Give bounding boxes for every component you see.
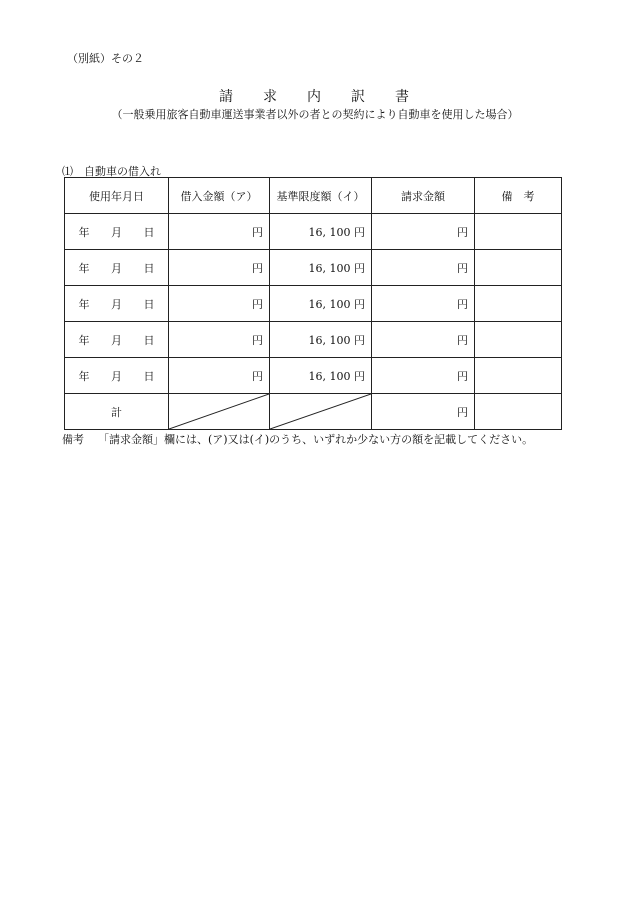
footnote-text: 「請求金額」欄には、(ア)又は(イ)のうち、いずれか少ない方の額を記載してください。 bbox=[98, 433, 534, 446]
cell-remarks[interactable] bbox=[475, 214, 562, 250]
cell-claim-amount[interactable]: 円 bbox=[372, 358, 475, 394]
cell-limit-amount: 16, 100 円 bbox=[270, 322, 372, 358]
diagonal-line bbox=[169, 394, 269, 429]
cell-claim-amount[interactable]: 円 bbox=[372, 322, 475, 358]
title-char: 内 bbox=[307, 89, 323, 105]
title-char: 訳 bbox=[351, 89, 367, 105]
cell-limit-amount: 16, 100 円 bbox=[270, 250, 372, 286]
cell-remarks[interactable] bbox=[475, 286, 562, 322]
title-char: 書 bbox=[395, 89, 411, 105]
table-total-row bbox=[65, 394, 562, 430]
table-row bbox=[65, 322, 562, 358]
diagonal-blank-cell bbox=[169, 394, 270, 430]
cell-borrow-amount[interactable]: 円 bbox=[169, 214, 270, 250]
footnote bbox=[62, 431, 533, 447]
cell-remarks[interactable] bbox=[475, 358, 562, 394]
table-row bbox=[65, 250, 562, 286]
cell-limit-amount: 16, 100 円 bbox=[270, 214, 372, 250]
table-row bbox=[65, 214, 562, 250]
document-title bbox=[0, 86, 630, 106]
cell-usage-date[interactable]: 年 月 日 bbox=[65, 286, 169, 322]
title-char: 求 bbox=[263, 89, 279, 105]
diagonal-line bbox=[270, 394, 371, 429]
title-char: 請 bbox=[219, 89, 235, 105]
cell-borrow-amount[interactable]: 円 bbox=[169, 250, 270, 286]
table-row bbox=[65, 358, 562, 394]
breakdown-table bbox=[64, 177, 562, 430]
table-header-row bbox=[65, 178, 562, 214]
cell-borrow-amount[interactable]: 円 bbox=[169, 286, 270, 322]
section-heading: ⑴ 自動車の借入れ bbox=[62, 165, 161, 178]
document-subtitle: （一般乗用旅客自動車運送事業者以外の者との契約により自動車を使用した場合） bbox=[111, 108, 519, 121]
header-usage-date: 使用年月日 bbox=[65, 178, 169, 214]
cell-borrow-amount[interactable]: 円 bbox=[169, 358, 270, 394]
cell-limit-amount: 16, 100 円 bbox=[270, 286, 372, 322]
table-row bbox=[65, 286, 562, 322]
cell-limit-amount: 16, 100 円 bbox=[270, 358, 372, 394]
cell-usage-date[interactable]: 年 月 日 bbox=[65, 322, 169, 358]
cell-remarks[interactable] bbox=[475, 250, 562, 286]
header-limit-amount: 基準限度額（イ） bbox=[270, 178, 372, 214]
total-claim-amount[interactable]: 円 bbox=[372, 394, 475, 430]
diagonal-blank-cell bbox=[270, 394, 372, 430]
cell-usage-date[interactable]: 年 月 日 bbox=[65, 358, 169, 394]
header-remarks: 備 考 bbox=[475, 178, 562, 214]
attachment-label: （別紙）その２ bbox=[67, 52, 144, 65]
total-label: 計 bbox=[65, 394, 169, 430]
header-claim-amount: 請求金額 bbox=[372, 178, 475, 214]
cell-remarks[interactable] bbox=[475, 322, 562, 358]
cell-borrow-amount[interactable]: 円 bbox=[169, 322, 270, 358]
cell-claim-amount[interactable]: 円 bbox=[372, 250, 475, 286]
footnote-label: 備考 bbox=[62, 433, 84, 446]
cell-claim-amount[interactable]: 円 bbox=[372, 286, 475, 322]
total-remarks[interactable] bbox=[475, 394, 562, 430]
cell-usage-date[interactable]: 年 月 日 bbox=[65, 214, 169, 250]
cell-usage-date[interactable]: 年 月 日 bbox=[65, 250, 169, 286]
cell-claim-amount[interactable]: 円 bbox=[372, 214, 475, 250]
header-borrow-amount: 借入金額（ア） bbox=[169, 178, 270, 214]
